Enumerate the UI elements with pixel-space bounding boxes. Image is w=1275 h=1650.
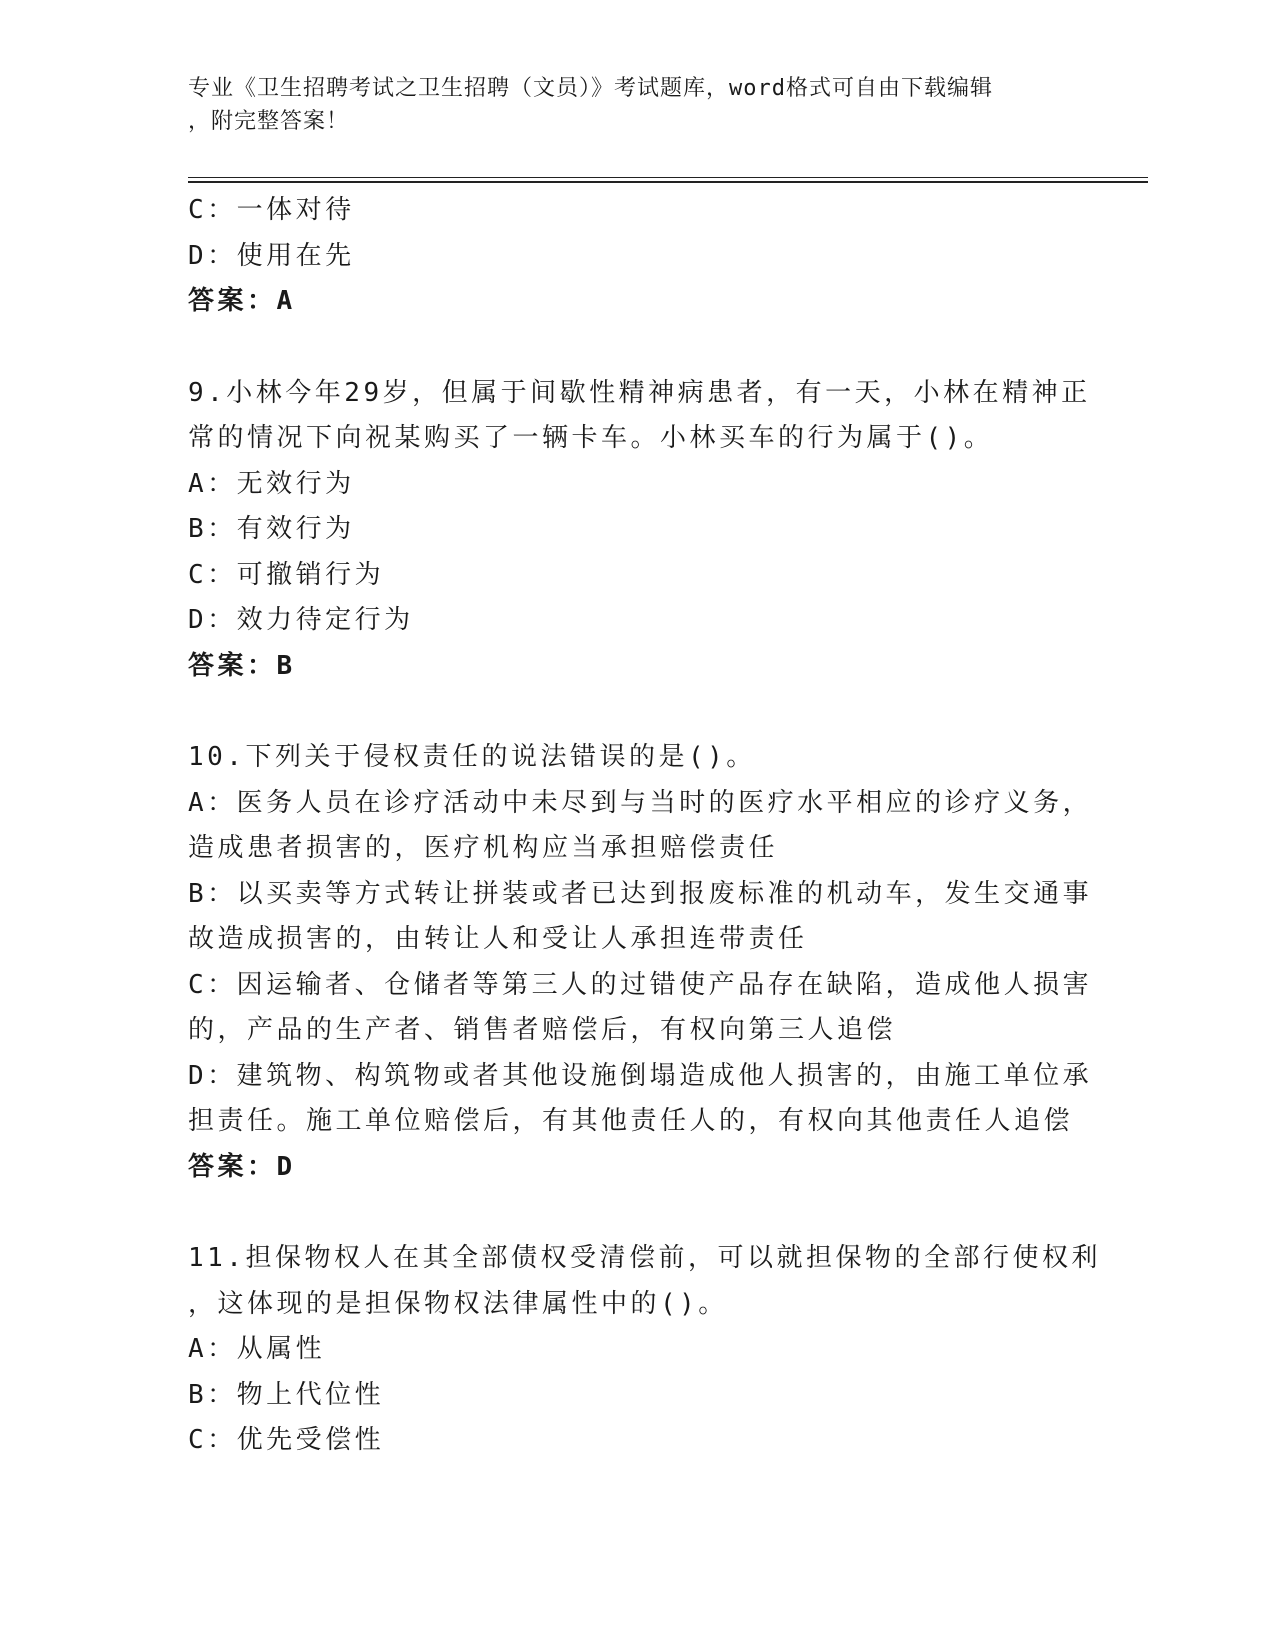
question-stem-line: 11.担保物权人在其全部债权受清偿前，可以就担保物的全部行使权利	[188, 1243, 1101, 1273]
option-c: C：可撤销行为	[188, 559, 385, 590]
header-divider-thin	[188, 177, 1148, 178]
answer: 答案：B	[188, 650, 296, 681]
question-stem-line: ，这体现的是担保物权法律属性中的()。	[188, 1288, 728, 1319]
option-d-continued: 担责任。施工单位赔偿后，有其他责任人的，有权向其他责任人追偿	[188, 1106, 1074, 1136]
option-c: C：因运输者、仓储者等第三人的过错使产品存在缺陷，造成他人损害	[188, 969, 1093, 1000]
header-line-2: ，附完整答案！	[188, 109, 350, 134]
option-b: B：物上代位性	[188, 1379, 385, 1410]
answer: 答案：D	[188, 1151, 296, 1182]
spacer	[188, 689, 1148, 735]
question-9	[188, 371, 1148, 690]
answer: 答案：A	[188, 286, 296, 316]
prev-question	[188, 188, 1148, 325]
option-c: C：一体对待	[188, 195, 355, 225]
question-stem-line: 9.小林今年29岁，但属于间歇性精神病患者，有一天，小林在精神正	[188, 377, 1091, 408]
spacer	[188, 1190, 1148, 1236]
option-a-continued: 造成患者损害的，医疗机构应当承担赔偿责任	[188, 833, 779, 863]
question-11	[188, 1236, 1148, 1464]
option-b-continued: 故造成损害的，由转让人和受让人承担连带责任	[188, 924, 808, 954]
option-a: A：从属性	[188, 1334, 326, 1364]
spacer	[188, 325, 1148, 371]
question-10	[188, 735, 1148, 1190]
question-stem-line: 10.下列关于侵权责任的说法错误的是()。	[188, 742, 756, 772]
document-header	[188, 72, 1068, 138]
question-content	[188, 188, 1148, 1464]
option-c: C：优先受偿性	[188, 1425, 385, 1455]
header-divider-thick	[188, 181, 1148, 183]
option-b: B：有效行为	[188, 514, 355, 544]
option-c-continued: 的，产品的生产者、销售者赔偿后，有权向第三人追偿	[188, 1015, 897, 1045]
header-line-1: 专业《卫生招聘考试之卫生招聘（文员）》考试题库，word格式可自由下载编辑	[188, 76, 993, 101]
option-a: A：无效行为	[188, 468, 355, 499]
option-b: B：以买卖等方式转让拼装或者已达到报废标准的机动车，发生交通事	[188, 878, 1093, 909]
option-d: D：建筑物、构筑物或者其他设施倒塌造成他人损害的，由施工单位承	[188, 1060, 1093, 1091]
option-d: D：效力待定行为	[188, 605, 414, 635]
option-d: D：使用在先	[188, 240, 355, 271]
option-a: A：医务人员在诊疗活动中未尽到与当时的医疗水平相应的诊疗义务，	[188, 787, 1093, 818]
question-stem-line: 常的情况下向祝某购买了一辆卡车。小林买车的行为属于()。	[188, 423, 994, 453]
